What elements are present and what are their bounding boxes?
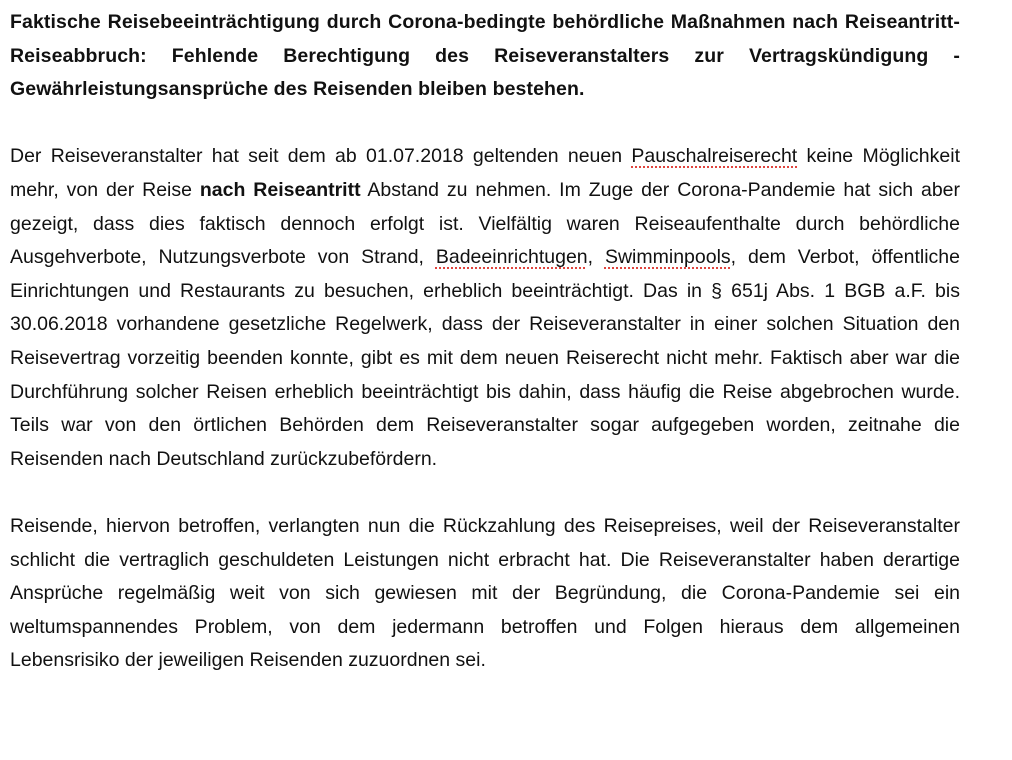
spellcheck-flagged-word[interactable]: Badeeinrichtugen xyxy=(435,246,588,269)
document-headline: Faktische Reisebeeinträchtigung durch Corona-bedingte behördliche Maßnahmen nach Reiseantritt-Reiseabbruch: Fehlende Berechtigung des Reiseveranstalters zur Vertragskündigung - Gewährleistungsansprüche des Reisenden bleiben bestehen. xyxy=(10,11,960,101)
paragraph-1-text-4: , xyxy=(587,246,605,269)
paragraph-1-text-2: keine Möglichkeit mehr, von der Reise xyxy=(10,145,960,201)
paragraph-1-text-3: Abstand zu nehmen. Im Zuge der Corona-Pandemie hat sich aber gezeigt, dass dies faktisch dennoch erfolgt ist. Vielfältig waren Reiseaufenthalte durch behördliche Ausgehverbote, Nutzungsverbote von Strand, xyxy=(10,178,960,269)
spellcheck-flagged-word[interactable]: Swimminpools xyxy=(604,246,731,269)
paragraph-2: Reisende, hiervon betroffen, verlangten nun die Rückzahlung des Reisepreises, weil der Reiseveranstalter schlicht die vertraglich geschuldeten Leistungen nicht erbracht hat. Die Reiseveranstalter haben derartige Ansprüche regelmäßig weit von sich gewiesen mit der Begründung, die Corona-Pandemie sei ein weltumspannendes Problem, von dem jedermann betroffen und Folgen hieraus dem allgemeinen Lebensrisiko der jeweiligen Reisenden zuzuordnen sei. xyxy=(10,514,960,672)
paragraph-1-text-1: Der Reiseveranstalter hat seit dem ab 01.07.2018 geltenden neuen xyxy=(10,145,632,168)
paragraph-1-text-5: , dem Verbot, öffentliche Einrichtungen und Restaurants zu besuchen, erheblich beeinträchtigt. Das in § 651j Abs. 1 BGB a.F. bis 30.06.2018 vorhandene gesetzliche Regelwerk, dass der Reiseveranstalter in einer solchen Situation den Reisevertrag vorzeitig beenden konnte, gibt es mit dem neuen Reiserecht nicht mehr. Faktisch aber war die Durchführung solcher Reisen erheblich beeinträchtigt bis dahin, dass häufig die Reise abgebrochen wurde. Teils war von den örtlichen Behörden dem Reiseveranstalter sogar aufgegeben worden, zeitnahe die Reisenden nach Deutschland zurückzubefördern. xyxy=(10,246,960,470)
spellcheck-flagged-word[interactable]: Pauschalreiserecht xyxy=(631,145,798,168)
document-body[interactable] xyxy=(10,6,960,678)
paragraph-1 xyxy=(10,140,960,476)
bold-emphasis: nach Reiseantritt xyxy=(199,178,361,201)
